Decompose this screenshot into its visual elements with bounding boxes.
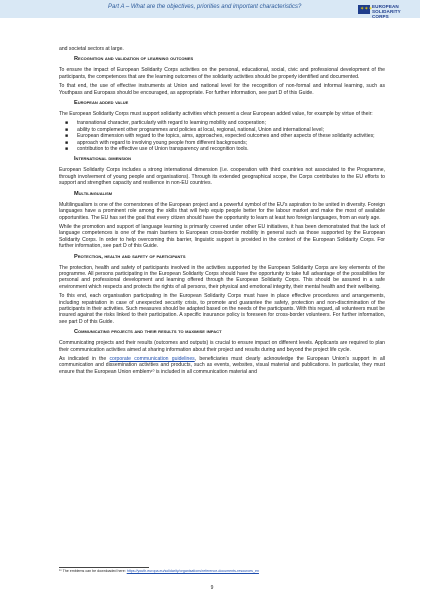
- paragraph: The protection, health and safety of participants involved in the activities supported by the European Solidarity Corps are key elements of the programme. All persons participating in the European Solidarity Corps should have the opportunity to take full advantage of the possibilities for personal and professional development and learning offered through the European Solidarity Corps. This should be assured in a safe environment which respects and protects the rights of all persons, their physical and emotional integrity, their mental health and their wellbeing.: [59, 264, 385, 290]
- bullet-list: [59, 120, 385, 152]
- page-number: 9: [210, 585, 214, 591]
- list-item: ■ transnational character, particularly with regard to learning mobility and cooperation;: [65, 120, 266, 127]
- footnote: ¹⁰ The emblems can be downloaded here: https://youth.europa.eu/solidarity/organisations/reference-documents-resources_en: [59, 569, 259, 573]
- list-item: ■ contribution to the effective use of Union transparency and recognition tools.: [65, 146, 249, 153]
- bullet-icon: ■: [65, 126, 69, 133]
- section-heading-multilingualism: Multilingualism: [74, 190, 113, 197]
- european-solidarity-corps-logo: [358, 3, 410, 33]
- paragraph: Communicating projects and their results (outcomes and outputs) is crucial to ensure impact on different levels. Applicants are required to plan their communication activities aimed at sharing information about their project and results during and beyond the project life cycle.: [59, 340, 385, 353]
- paragraph: To that end, the use of effective instruments at Union and national level for the recognition of non-formal and informal learning, such as Youthpass and Europass should be encouraged, as appropriate. For further information, see part D of this Guide.: [59, 83, 385, 96]
- section-heading-recognition: Recognition and validation of learning outcomes: [74, 56, 194, 63]
- paragraph: While the promotion and support of language learning is primarily covered under other EU initiatives, it has been demonstrated that the lack of language competences is one of the main barriers to European cross-border mobility in general such as those supported by the European Solidarity Corps. In order to help overcoming this barrier, linguistic support is provided in the context of the European Solidarity Corps. For further information, see part D of this Guide.: [59, 223, 385, 250]
- page-content: [59, 46, 385, 378]
- section-heading-added-value: European added value: [74, 100, 129, 107]
- header-title: Part A – What are the objectives, priorities and important characteristics?: [108, 4, 302, 10]
- paragraph: As indicated in the corporate communication guidelines, beneficiaries must clearly acknowledge the European Union's support in all communication and dissemination activities and products, such as events, websites, visual material and publications. In particular, they must ensure that the European Union emblem¹⁰ is included in all communication material and: [59, 356, 385, 375]
- communication-guidelines-link[interactable]: corporate communication guidelines: [109, 356, 195, 362]
- list-item: ■ ability to complement other programmes and policies at local, regional, national, Union and international level;: [65, 126, 324, 133]
- emblems-download-link[interactable]: https://youth.europa.eu/solidarity/organisations/reference-documents-resources_en: [126, 569, 259, 573]
- list-item: ■ approach with regard to involving young people from different backgrounds;: [65, 139, 248, 146]
- paragraph: European Solidarity Corps includes a strong international dimension (i.e. cooperation with third countries not associated to the Programme, through involvement of young people and organisations). Through its extended geographical scope, the Corps contributes to the EU efforts to support and strengthen capacity and resilience in non-EU countries.: [59, 167, 385, 187]
- section-heading-protection: Protection, health and safety of participants: [74, 253, 186, 260]
- bullet-icon: ■: [65, 120, 69, 127]
- page-header: [0, 0, 424, 36]
- list-item: ■ European dimension with regard to the topics, aims, approaches, expected outcomes and other aspects of these solidarity activities;: [65, 133, 375, 140]
- paragraph: To this end, each organisation participating in the European Solidarity Corps must have in place effective procedures and arrangements, including repatriation in case of unexpected security crisis, to promote and guarantee the safety, protection and non-discrimination of the participants in their activities. Such measures should be adapted based on the needs of the participants. With this regard, all volunteers must be insured against the risks linked to their participation. A specific insurance policy is foreseen for cross-border volunteers. For further information, see part D of this Guide.: [59, 293, 385, 325]
- bullet-icon: ■: [65, 139, 69, 146]
- paragraph: The European Solidarity Corps must support solidarity activities which present a clear European added value, for example by virtue of their:: [59, 111, 373, 118]
- eu-flag-icon: ✶✶✶: [360, 6, 373, 12]
- section-heading-international: International dimension: [74, 156, 132, 163]
- paragraph: Multilingualism is one of the cornerstones of the European project and a powerful symbol of the EU's aspiration to be united in diversity. Foreign languages have a prominent role among the skills that will help equip people better for the labour market and make the most of available opportunities. The EU has set the goal that every citizen should have the opportunity to learn at least two foreign languages, from an early age.: [59, 201, 385, 221]
- footnote-divider: [59, 567, 149, 568]
- bullet-icon: ■: [65, 146, 69, 153]
- paragraph: To ensure the impact of European Solidarity Corps activities on the personal, educational, social, civic and professional development of the participants, the competences that are the learning outcomes of the solidarity activities should be properly identified and documented.: [59, 67, 385, 80]
- logo-text: EUROPEAN SOLIDARITY CORPS: [372, 4, 401, 19]
- bullet-icon: ■: [65, 133, 69, 140]
- section-heading-communicating: Communicating projects and their results to maximise impact: [74, 329, 222, 336]
- intro-text: and societal sectors at large.: [59, 46, 124, 52]
